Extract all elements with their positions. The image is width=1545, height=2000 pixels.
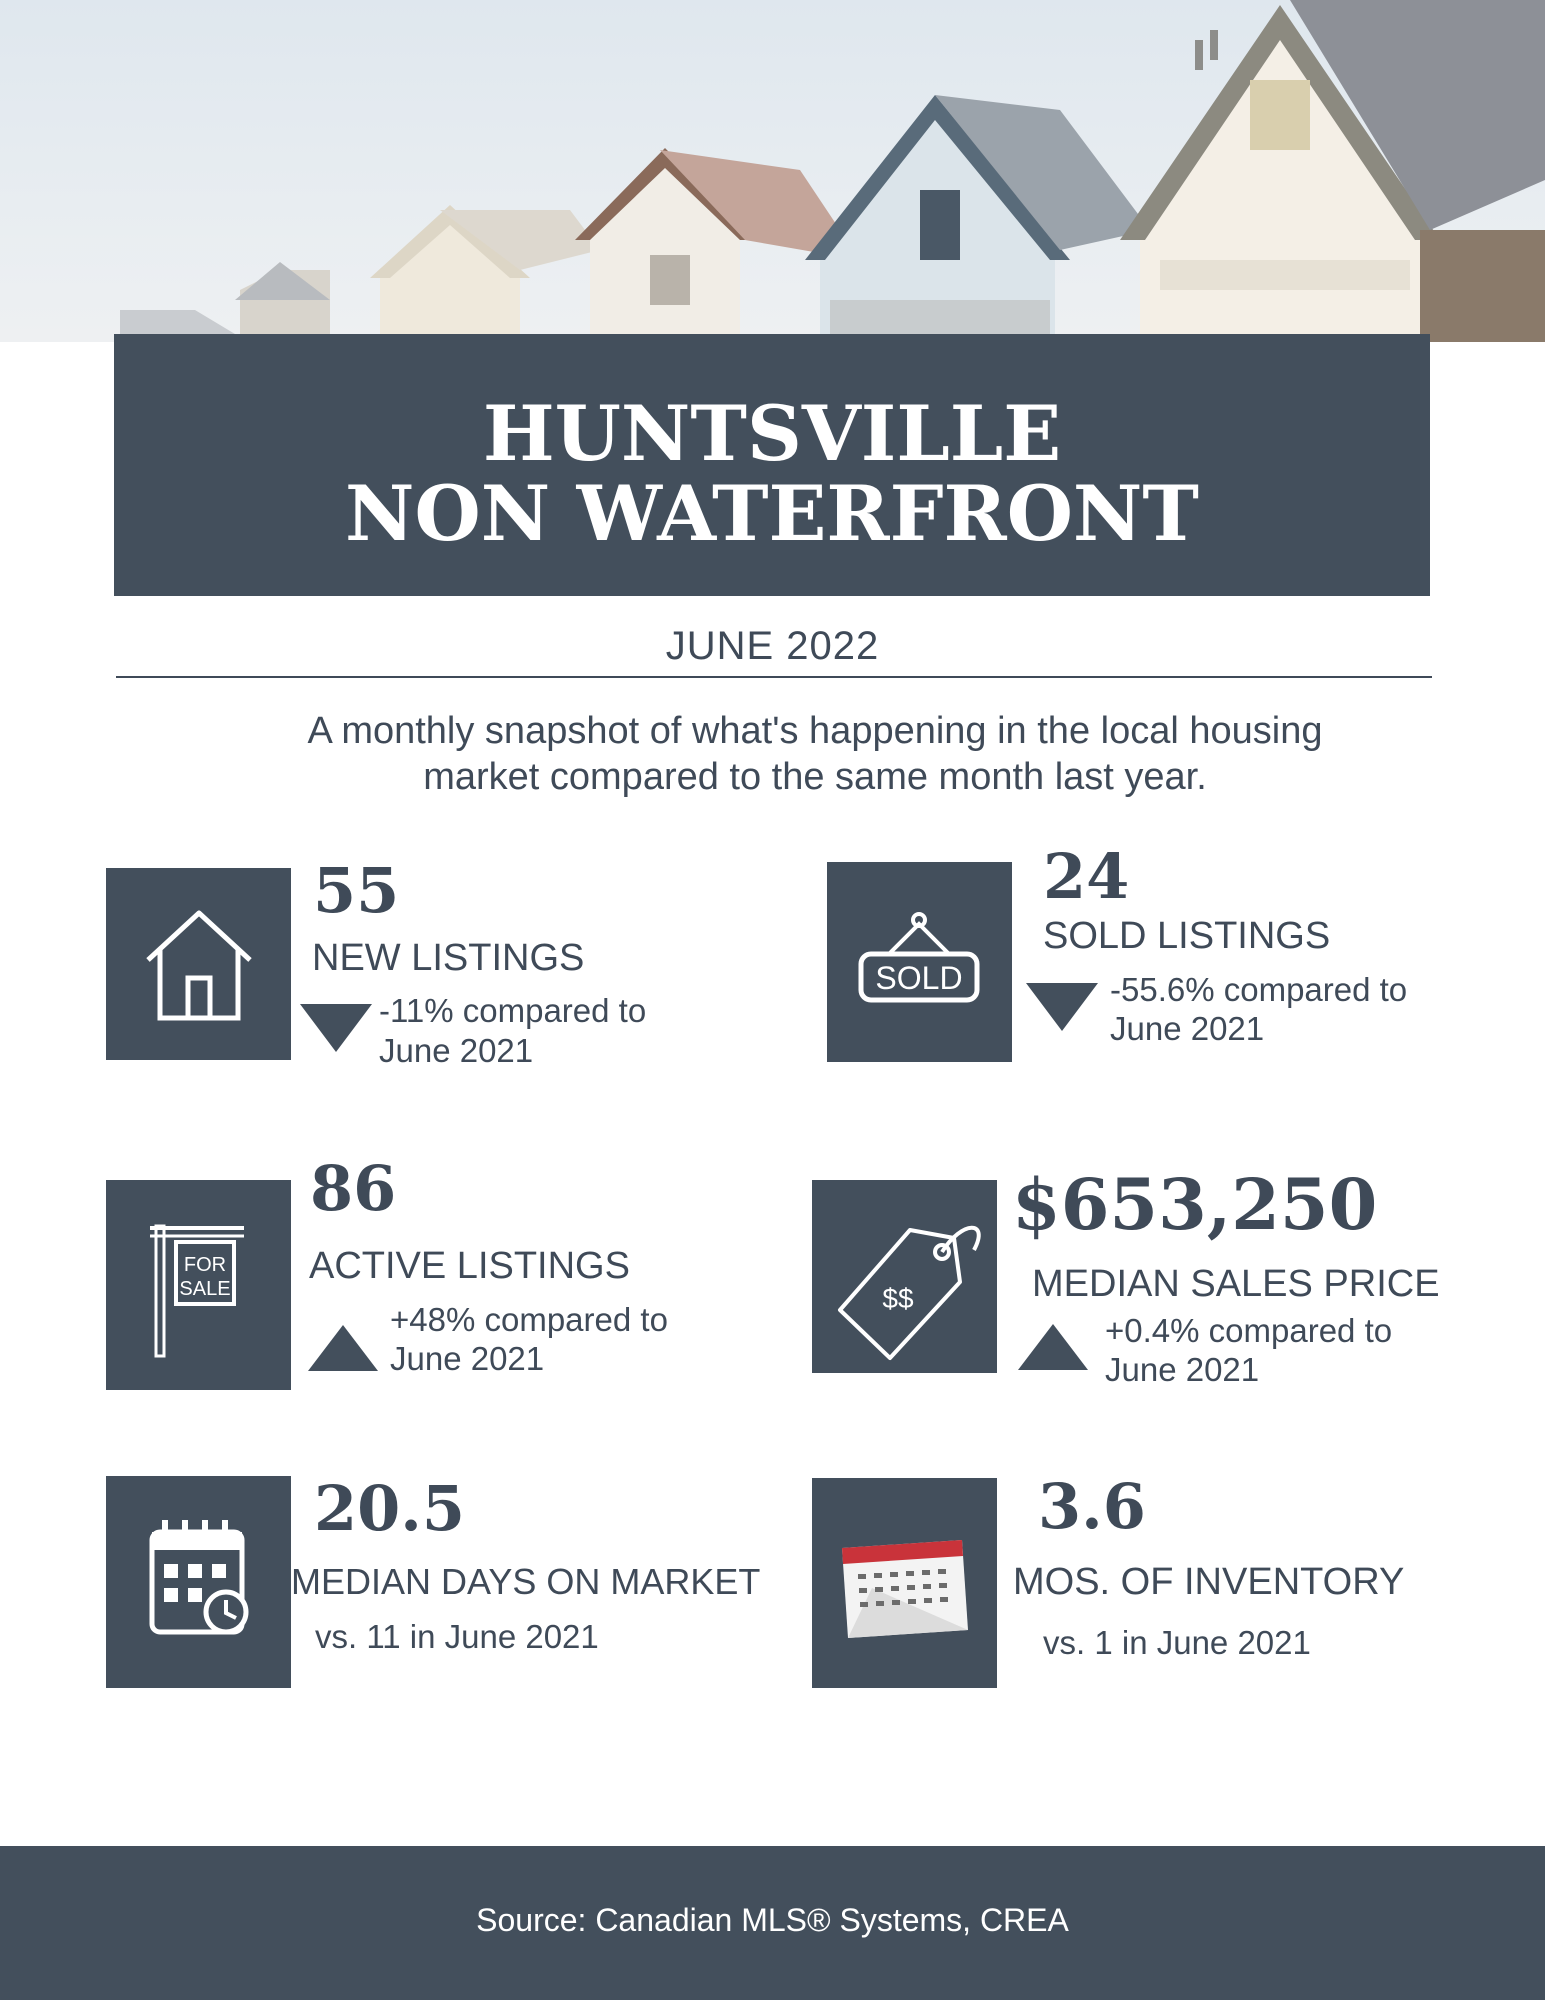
days-on-market-label: MEDIAN DAYS ON MARKET bbox=[291, 1561, 761, 1602]
price-tag-icon bbox=[812, 1180, 997, 1373]
new-listings-change-2: June 2021 bbox=[379, 1032, 534, 1069]
active-listings-label: ACTIVE LISTINGS bbox=[309, 1245, 630, 1287]
inventory-comparison: vs. 1 in June 2021 bbox=[1043, 1624, 1311, 1661]
median-price-change-1: +0.4% compared to bbox=[1105, 1312, 1393, 1349]
inventory-tile bbox=[812, 1478, 997, 1688]
inventory-value: 3.6 bbox=[1038, 1470, 1146, 1543]
intro-line-2: market compared to the same month last year. bbox=[423, 756, 1207, 798]
new-listings-value: 55 bbox=[313, 854, 400, 927]
median-price-change-2: June 2021 bbox=[1105, 1351, 1260, 1388]
intro-text bbox=[150, 708, 1480, 800]
active-listings-change-2: June 2021 bbox=[390, 1340, 545, 1377]
for-sale-sign-icon bbox=[106, 1180, 291, 1390]
title-banner bbox=[114, 334, 1430, 596]
title-line-2: NON WATERFRONT bbox=[345, 469, 1199, 558]
median-price-label: MEDIAN SALES PRICE bbox=[1032, 1263, 1440, 1305]
footer bbox=[0, 1846, 1545, 2000]
inventory-label: MOS. OF INVENTORY bbox=[1013, 1561, 1405, 1603]
active-listings-change-1: +48% compared to bbox=[390, 1301, 668, 1338]
intro-line-1: A monthly snapshot of what's happening in the local housing bbox=[307, 710, 1323, 752]
active-listings-value: 86 bbox=[310, 1152, 397, 1225]
sold-listings-change-2: June 2021 bbox=[1110, 1010, 1265, 1047]
title-line-1: HUNTSVILLE bbox=[482, 389, 1062, 478]
median-price-value: $653,250 bbox=[1012, 1163, 1378, 1246]
houses-illustration bbox=[0, 0, 1545, 342]
active-listings-tile bbox=[106, 1180, 291, 1390]
up-arrow-icon bbox=[1018, 1324, 1088, 1370]
house-icon bbox=[106, 868, 291, 1060]
hero-houses-image bbox=[0, 0, 1545, 342]
for-sale-text-1: FOR bbox=[183, 1254, 227, 1276]
days-on-market-tile bbox=[106, 1476, 291, 1688]
for-sale-text-2: SALE bbox=[179, 1278, 231, 1300]
up-arrow-icon bbox=[308, 1325, 378, 1371]
price-tag-text: $$ bbox=[882, 1283, 914, 1314]
median-price-tile bbox=[812, 1180, 997, 1373]
days-on-market-comparison: vs. 11 in June 2021 bbox=[315, 1618, 599, 1655]
sold-listings-label: SOLD LISTINGS bbox=[1043, 915, 1331, 957]
sold-listings-tile bbox=[827, 862, 1012, 1062]
divider bbox=[116, 676, 1432, 678]
report-date: JUNE 2022 bbox=[665, 624, 880, 668]
down-arrow-icon bbox=[1026, 983, 1098, 1031]
sold-sign-icon bbox=[827, 862, 1012, 1062]
new-listings-change-1: -11% compared to bbox=[379, 992, 647, 1029]
down-arrow-icon bbox=[300, 1004, 372, 1052]
sold-sign-text: SOLD bbox=[875, 960, 963, 996]
sold-listings-value: 24 bbox=[1043, 840, 1130, 913]
calendar-clock-icon bbox=[106, 1476, 291, 1688]
sold-listings-change-1: -55.6% compared to bbox=[1110, 971, 1408, 1008]
new-listings-tile bbox=[106, 868, 291, 1060]
days-on-market-value: 20.5 bbox=[314, 1472, 466, 1545]
source-text: Source: Canadian MLS® Systems, CREA bbox=[476, 1902, 1069, 1938]
desk-calendar-icon bbox=[812, 1478, 997, 1688]
new-listings-label: NEW LISTINGS bbox=[312, 937, 585, 979]
